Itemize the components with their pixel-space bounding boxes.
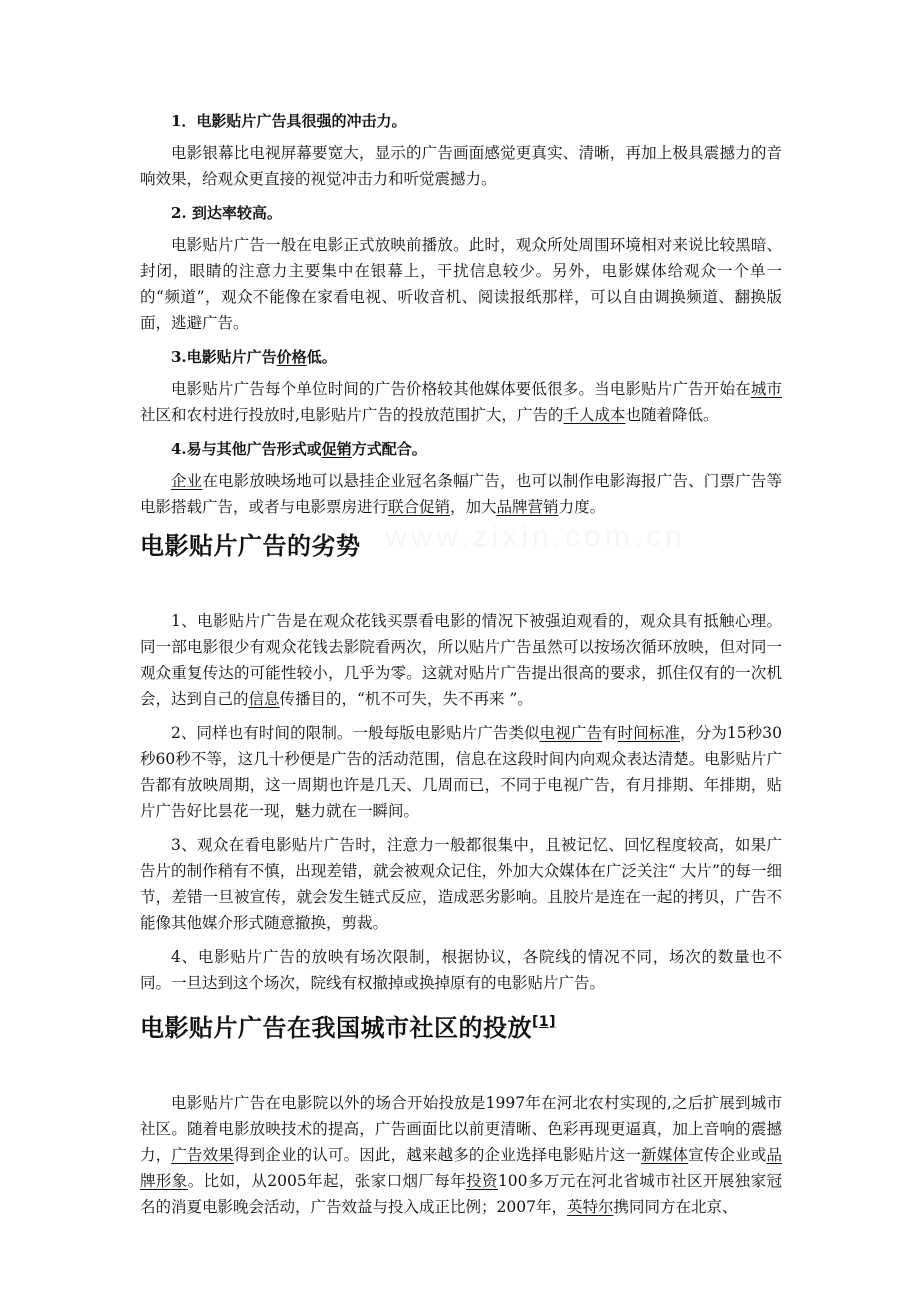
advantage-paragraph-4 (140, 468, 782, 520)
text-span: 电影贴片广告在电影院以外的场合开始投放是1997年在河北农村实现的,之后扩展到城市社区。随着电影放映技术的提高，广告画面比以前更清晰、色彩再现更逼真，加上音响的震撼力， (140, 1094, 782, 1164)
text-span: 得到企业的认可。因此，越来越多的企业选择电影贴片这一 (233, 1146, 642, 1164)
text-span: 传播目的，“机不可失，失不再来 ”。 (279, 690, 533, 708)
link-city[interactable]: 城市 (750, 380, 782, 398)
disadvantage-paragraph-3: 3、观众在看电影贴片广告时，注意力一般都很集中，且被记忆、回忆程度较高，如果广告片的制作稍有不慎，出现差错，就会被观众记住，外加大众媒体在广泛关注“ 大片”的每一细节，差错一旦被宣传，就会发生链式反应，造成恶劣影响。且胶片是连在一起的拷贝，广告不能像其他媒介形式随意撤换，剪裁。 (140, 836, 782, 932)
text-span: 电影贴片广告每个单位时间的广告价格较其他媒体要低很多。当电影贴片广告开始在 (171, 380, 751, 398)
link-tv-ad[interactable]: 电视广告 (539, 724, 603, 742)
advantage-paragraph-1: 电影银幕比电视屏幕要宽大，显示的广告画面感觉更真实、清晰，再加上极具震撼力的音响效果，给观众更直接的视觉冲击力和听觉震撼力。 (140, 144, 782, 188)
link-promotion[interactable]: 促销 (321, 440, 352, 458)
reference-link[interactable]: [1] (532, 1014, 557, 1030)
link-information[interactable]: 信息 (248, 690, 280, 708)
disadvantage-paragraph-2 (140, 720, 782, 824)
disadvantage-paragraph-1 (140, 608, 782, 712)
text-span: 1、电影贴片广告是在观众花钱买票看电影的情况下被强迫观看的，观众具有抵触心理。同一部电影很少有观众花钱去影院看两次，所以贴片广告虽然可以按场次循环放映，但对同一观众重复传达的可能性较小，几乎为零。这就对贴片广告提出很高的要求，抓住仅有的一次机会，达到自己的 (140, 612, 782, 708)
section-title-city-community (140, 1006, 782, 1044)
text-span: 携同同方在北京、 (613, 1198, 738, 1216)
link-cpm[interactable]: 千人成本 (563, 406, 626, 424)
text-span: ，分为15秒30秒60秒不等，这几十秒便是广告的活动范围，信息在这段时间内向观众表达清楚。电影贴片广告都有放映周期，这一周期也许是几天、几周而已，不同于电视广告，有月排期、年排期，贴片广告好比昙花一现，魅力就在一瞬间。 (140, 724, 782, 820)
advantage-paragraph-2: 电影贴片广告一般在电影正式放映前播放。此时，观众所处周围环境相对来说比较黑暗、封闭，眼睛的注意力主要集中在银幕上，干扰信息较少。另外，电影媒体给观众一个单一的“频道”，观众不能像在家看电视、听收音机、阅读报纸那样，可以自由调换频道、翻换版面，逃避广告。 (140, 236, 782, 332)
section-title-text: 电影贴片广告在我国城市社区的投放 (140, 1014, 532, 1042)
link-brand-marketing[interactable]: 品牌营销 (496, 498, 559, 516)
text-span: ，加大 (450, 498, 497, 516)
text-span: 。比如，从2005年起，张家口烟厂每年 (187, 1172, 467, 1190)
text-span: 也随着降低。 (625, 406, 719, 424)
disadvantage-paragraph-4: 4、电影贴片广告的放映有场次限制，根据协议，各院线的情况不同，场次的数量也不同。一旦达到这个场次，院线有权撤掉或换掉原有的电影贴片广告。 (140, 948, 782, 992)
advantage-heading-2: 2. 到达率较高。 (171, 204, 282, 222)
link-brand-image[interactable]: 品牌形象 (140, 1146, 782, 1190)
link-enterprise[interactable]: 企业 (171, 472, 203, 490)
text-span: 100多万元在河北省城市社区开展独家冠名的消夏电影晚会活动，广告效益与投入成正比例；2007年， (140, 1172, 782, 1216)
advantage-heading-3 (140, 344, 782, 370)
text-span: 宣传企业或 (688, 1146, 767, 1164)
link-price[interactable]: 价格 (276, 348, 307, 366)
link-investment[interactable]: 投资 (466, 1172, 498, 1190)
link-ad-effect[interactable]: 广告效果 (171, 1146, 234, 1164)
link-time-standard[interactable]: 时间标准 (617, 724, 681, 742)
text-span: 有 (602, 724, 618, 742)
text-span: 低。 (306, 348, 337, 366)
text-span: 方式配合。 (351, 440, 427, 458)
link-joint-promotion[interactable]: 联合促销 (388, 498, 451, 516)
link-new-media[interactable]: 新媒体 (641, 1146, 689, 1164)
article-content (140, 108, 782, 1228)
text-span: 在电影放映场地可以悬挂企业冠名条幅广告，也可以制作电影海报广告、门票广告等电影搭载广告，或者与电影票房进行 (140, 472, 782, 516)
advantage-heading-4 (140, 436, 782, 462)
text-span: 4.易与其他广告形式或 (171, 440, 322, 458)
text-span: 2、同样也有时间的限制。一般每版电影贴片广告类似 (171, 724, 540, 742)
text-span: 3.电影贴片广告 (171, 348, 277, 366)
text-span: 社区和农村进行投放时,电影贴片广告的投放范围扩大，广告的 (140, 406, 564, 424)
section-title-disadvantages: 电影贴片广告的劣势 (140, 532, 361, 560)
link-intel[interactable]: 英特尔 (566, 1198, 614, 1216)
city-community-paragraph (140, 1090, 782, 1220)
text-span: 力度。 (558, 498, 606, 516)
advantage-paragraph-3 (140, 376, 782, 428)
advantage-heading-1: 1．电影贴片广告具很强的冲击力。 (171, 112, 407, 130)
